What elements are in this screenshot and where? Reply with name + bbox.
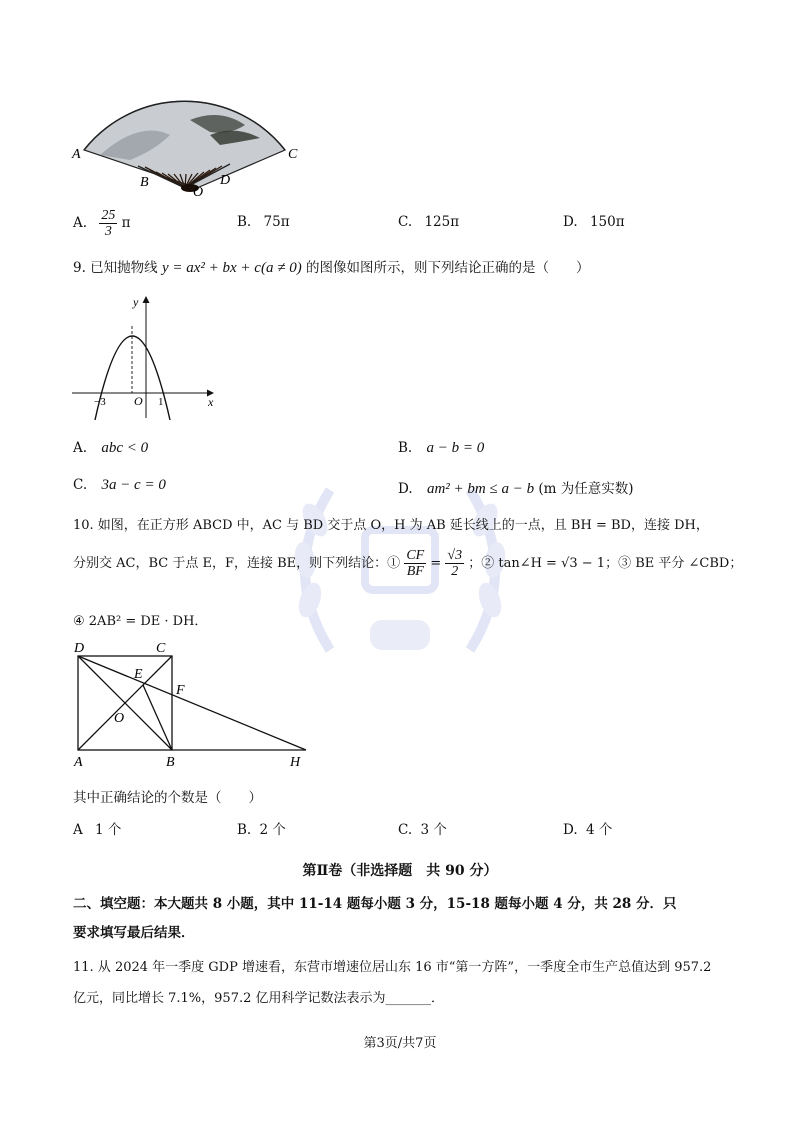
q11-line2: 亿元，同比增长 7.1%，957.2 亿用科学记数法表示为_______． [73,991,445,1006]
q10-option-a[interactable] [73,818,121,838]
fraction-numerator: √3 [447,548,463,563]
option-key: C. [398,822,413,838]
q9-option-d[interactable] [398,477,634,498]
option-text: 2 个 [259,822,286,838]
q9-suffix: 的图像如图所示，则下列结论正确的是（ ） [305,260,590,276]
section2-heading-line1: 二、填空题：本大题共 8 小题，其中 11-14 题每小题 3 分，15-18 题每小题 4 分，共 28 分．只 [73,896,677,912]
fan-label-d: D [220,173,231,188]
option-text: 125π [424,214,460,230]
option-key: B. [237,822,252,838]
q10-option-d[interactable] [563,818,612,838]
square-diagram [70,638,340,773]
option-text: 4 个 [585,822,613,838]
q10-line2-part-a: 分别交 AC，BC 于点 E，F，连接 BE，则下列结论：① [73,556,401,571]
q10-stem-line1: 10. 如图，在正方形 ABCD 中，AC 与 BD 交于点 O，H 为 AB 延长线上的一点，且 BH = BD，连接 DH， [73,518,709,533]
section2-heading-line2: 要求填写最后结果． [73,925,195,941]
graph-label-y: y [133,295,139,309]
graph-label-x: x [208,395,214,409]
page-number: 第3页/共7页 [363,1036,437,1051]
fan-label-b: B [140,175,149,190]
option-text: 1 个 [95,822,122,838]
fan-figure [70,80,310,205]
option-text: 75π [263,214,290,230]
option-key: D. [398,481,413,497]
q9-prefix: 9. 已知抛物线 [73,260,158,276]
fraction-numerator: 25 [101,208,116,223]
option-key: A [73,822,83,838]
q8-option-d[interactable] [563,214,625,230]
q8-option-c[interactable] [398,214,459,230]
q9-option-b[interactable] [398,440,484,457]
option-key: A. [73,215,88,231]
option-text: 3 个 [420,822,447,838]
diagram-label-a: A [74,755,83,770]
option-key: C. [73,477,88,493]
fraction-numerator: CF [406,548,425,563]
fraction-denominator: 3 [104,224,112,239]
q10-line2-part-b: ；② tan∠H = √3 − 1；③ BE 平分 ∠CBD； [468,556,743,571]
equals-sign: = [430,556,442,571]
line-be [143,685,172,750]
q10-stem-line3: ④ 2AB² = DE · DH． [73,614,208,629]
q10-stem-line2 [73,548,742,579]
diagram-label-f: F [176,683,185,698]
fan-label-a: A [72,147,81,162]
q8-option-b[interactable] [237,214,290,230]
q8-option-a[interactable] [73,208,131,239]
option-text: 150π [589,214,625,230]
q10-option-b[interactable] [237,818,286,838]
option-key: C. [398,214,413,230]
fraction-sqrt3-2 [445,548,464,579]
diagram-label-o: O [114,711,125,726]
option-key: B. [237,214,252,230]
option-note: (m 为任意实数) [538,481,634,497]
fraction-denominator: 2 [451,564,459,579]
q9-option-c[interactable] [73,477,166,494]
option-tail: π [121,215,131,231]
fan-label-c: C [288,147,298,162]
q11-line1: 11. 从 2024 年一季度 GDP 增速看，东营市增速位居山东 16 市“第一方阵”，一季度全市生产总值达到 957.2 [73,960,712,975]
option-text: abc < 0 [101,440,149,456]
option-key: D. [563,822,578,838]
diagram-label-c: C [156,641,166,656]
option-key: B. [398,440,413,456]
q9-stem [73,256,589,277]
graph-label-one: 1 [158,396,164,408]
graph-label-o: O [134,394,143,408]
q9-option-a[interactable] [73,440,148,457]
parabola-graph [70,292,220,422]
option-text: 3a − c = 0 [101,477,166,493]
option-key: A. [73,440,88,456]
fraction-cf-bf [404,548,426,579]
graph-label-neg3: −3 [94,396,106,408]
diagram-label-h: H [290,755,301,770]
option-key: D. [563,214,578,230]
section2-title: 第Ⅱ卷（非选择题 共 90 分） [302,863,498,879]
diagram-label-d: D [74,641,85,656]
option-text: am² + bm ≤ a − b [426,481,535,497]
option-text: a − b = 0 [426,440,485,456]
q9-formula: y = ax² + bx + c(a ≠ 0) [161,260,302,276]
fan-label-o: O [193,185,204,200]
q10-option-c[interactable] [398,818,447,838]
fraction [99,208,117,239]
line-dh [78,656,306,750]
diagram-label-e: E [134,667,143,682]
fraction-denominator: BF [406,564,424,579]
diagram-label-b: B [166,755,175,770]
q10-question: 其中正确结论的个数是（ ） [73,790,262,806]
